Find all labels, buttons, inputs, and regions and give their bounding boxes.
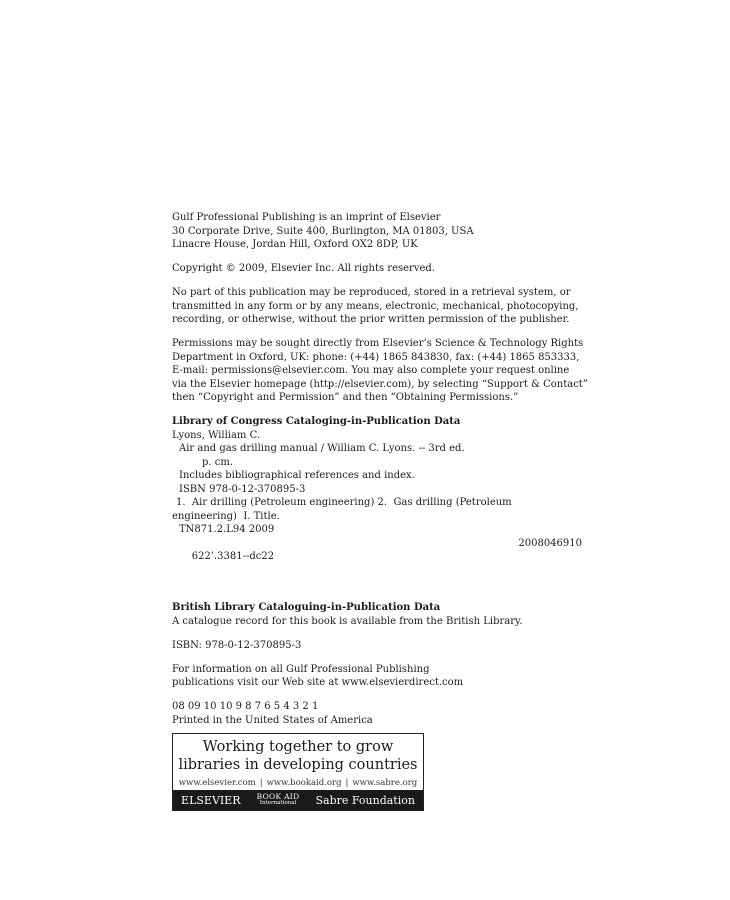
copyright-page-text	[172, 211, 588, 727]
elsevier-logo: ELSEVIER	[181, 793, 241, 807]
sabre-logo: Sabre Foundation	[315, 793, 415, 807]
info-line-2: publications visit our Web site at www.elsevierdirect.com	[172, 677, 464, 688]
printed-in: Printed in the United States of America	[172, 714, 373, 726]
link-bookaid[interactable]: www.bookaid.org	[266, 778, 342, 788]
loc-isbn: ISBN 978-0-12-370895-3	[179, 483, 306, 495]
banner-title	[173, 738, 423, 774]
info-line-1: For information on all Gulf Professional Publishing	[172, 663, 430, 675]
loc-dewey-row	[172, 537, 582, 591]
rights-line-3: recording, or otherwise, without the prior written permission of the publisher.	[172, 314, 570, 325]
link-sabre[interactable]: www.sabre.org	[352, 778, 418, 788]
loc-author: Lyons, William C.	[172, 429, 261, 441]
loc-heading: Library of Congress Cataloging-in-Publication Data	[172, 416, 461, 427]
banner-links	[173, 778, 423, 788]
isbn-line: ISBN: 978-0-12-370895-3	[172, 639, 302, 651]
copyright-notice: Copyright © 2009, Elsevier Inc. All rights reserved.	[172, 263, 435, 274]
permissions-line-2: Department in Oxford, UK: phone: (+44) 1865 843830, fax: (+44) 1865 853333,	[172, 351, 580, 363]
rights-line-1: No part of this publication may be reproduced, stored in a retrieval system, or	[172, 287, 571, 298]
link-separator: |	[345, 778, 349, 788]
bl-text: A catalogue record for this book is available from the British Library.	[172, 615, 523, 627]
banner-title-line-2: libraries in developing countries	[178, 757, 418, 773]
loc-subjects-2: engineering) I. Title.	[172, 510, 280, 522]
loc-title: Air and gas drilling manual / William C. Lyons. -- 3rd ed.	[179, 443, 465, 454]
loc-includes: Includes bibliographical references and index.	[179, 470, 415, 481]
bookaid-logo-bottom: International	[259, 800, 297, 806]
permissions-line-4: via the Elsevier homepage (http://elsevier.com), by selecting “Support & Contact”	[172, 378, 588, 390]
loc-subjects-1: 1. Air drilling (Petroleum engineering) 2. Gas drilling (Petroleum	[176, 497, 512, 508]
printing-numbers: 08 09 10 10 9 8 7 6 5 4 3 2 1	[172, 701, 319, 712]
link-elsevier[interactable]: www.elsevier.com	[178, 778, 256, 788]
loc-call-number: TN871.2.L94 2009	[179, 524, 275, 535]
permissions-line-5: then “Copyright and Permission” and then “Obtaining Permissions.”	[172, 392, 519, 403]
loc-pages: p. cm.	[202, 456, 234, 468]
banner-logo-bar	[173, 790, 423, 810]
publisher-line-1: Gulf Professional Publishing is an imprint of Elsevier	[172, 212, 441, 223]
publisher-line-2: 30 Corporate Drive, Suite 400, Burlington, MA 01803, USA	[172, 225, 474, 237]
bookaid-logo-top: BOOK AID	[256, 791, 300, 801]
loc-lccn: 2008046910	[518, 537, 582, 549]
banner-title-line-1: Working together to grow	[202, 739, 394, 755]
rights-line-2: transmitted in any form or by any means, electronic, mechanical, photocopying,	[172, 300, 579, 312]
loc-dewey: 622’.3381--dc22	[191, 551, 275, 562]
permissions-line-3: E-mail: permissions@elsevier.com. You may also complete your request online	[172, 365, 570, 376]
bookaid-logo	[257, 793, 300, 808]
link-separator: |	[259, 778, 263, 788]
book-aid-banner	[172, 733, 424, 811]
permissions-line-1: Permissions may be sought directly from Elsevier’s Science & Technology Rights	[172, 338, 584, 349]
bl-heading: British Library Cataloguing-in-Publication Data	[172, 602, 441, 613]
publisher-line-3: Linacre House, Jordan Hill, Oxford OX2 8DP, UK	[172, 239, 418, 250]
